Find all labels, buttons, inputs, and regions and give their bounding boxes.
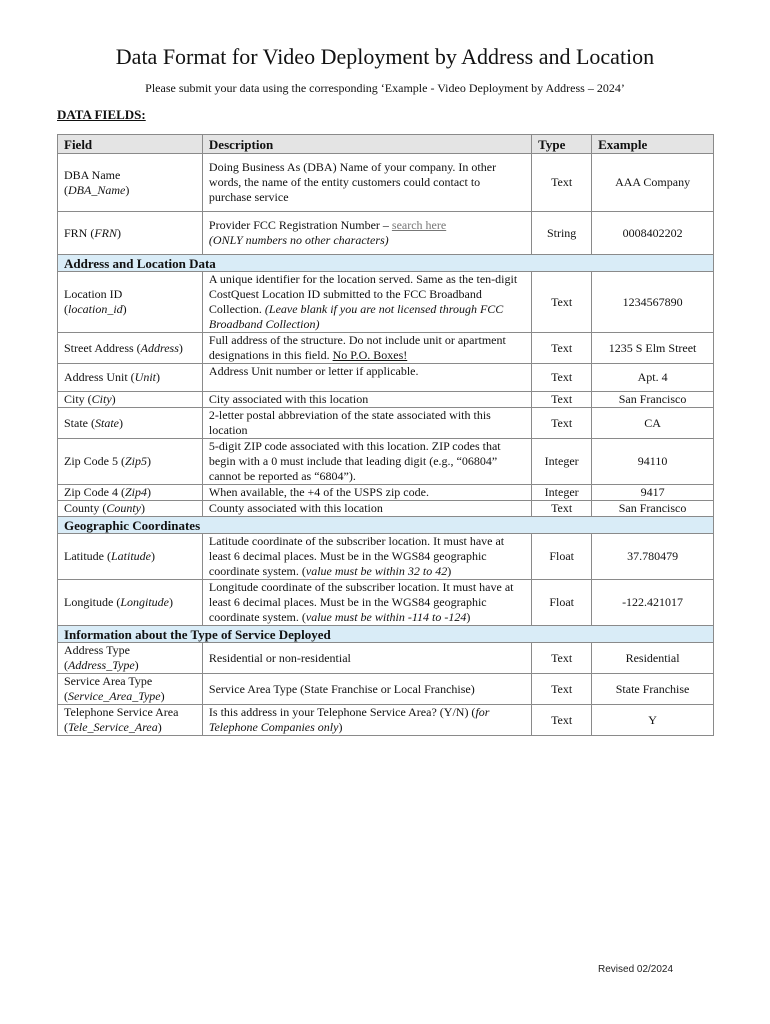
description-cell: City associated with this location xyxy=(202,392,531,408)
example-cell: 94110 xyxy=(592,439,714,485)
description-cell: County associated with this location xyxy=(202,501,531,517)
header-description: Description xyxy=(202,135,531,154)
example-cell: AAA Company xyxy=(592,154,714,212)
field-cell: Address Type (Address_Type) xyxy=(58,643,203,674)
example-cell: 9417 xyxy=(592,485,714,501)
description-cell: Residential or non-residential xyxy=(202,643,531,674)
example-cell: Apt. 4 xyxy=(592,364,714,392)
table-header-row xyxy=(58,135,714,154)
table-row xyxy=(58,501,714,517)
type-cell: Text xyxy=(532,705,592,736)
table-row xyxy=(58,364,714,392)
example-cell: 1234567890 xyxy=(592,272,714,333)
table-row xyxy=(58,272,714,333)
example-cell: State Franchise xyxy=(592,674,714,705)
type-cell: Text xyxy=(532,643,592,674)
description-cell: Doing Business As (DBA) Name of your company. In other words, the name of the entity customers could contact to purchase service xyxy=(202,154,531,212)
field-cell: FRN (FRN) xyxy=(58,212,203,255)
description-cell: Address Unit number or letter if applicable. xyxy=(202,364,531,392)
table-row xyxy=(58,580,714,626)
field-cell: Zip Code 4 (Zip4) xyxy=(58,485,203,501)
header-example: Example xyxy=(592,135,714,154)
page-subtitle: Please submit your data using the corresponding ‘Example - Video Deployment by Address – 2024’ xyxy=(145,81,625,95)
field-cell: Service Area Type (Service_Area_Type) xyxy=(58,674,203,705)
search-here-link[interactable]: search here xyxy=(391,218,447,232)
example-cell: 1235 S Elm Street xyxy=(592,333,714,364)
table-row xyxy=(58,154,714,212)
group-row-address-location xyxy=(58,255,714,272)
type-cell: Text xyxy=(532,408,592,439)
field-cell: Street Address (Address) xyxy=(58,333,203,364)
field-cell: State (State) xyxy=(58,408,203,439)
description-cell: Provider FCC Registration Number – search here (ONLY numbers no other characters) xyxy=(202,212,531,255)
field-cell: Longitude (Longitude) xyxy=(58,580,203,626)
field-cell: Address Unit (Unit) xyxy=(58,364,203,392)
description-cell: Longitude coordinate of the subscriber location. It must have at least 6 decimal places. Must be in the WGS84 geographic coordinate system. (value must be within -114 to -124) xyxy=(202,580,531,626)
field-cell: County (County) xyxy=(58,501,203,517)
description-cell: A unique identifier for the location served. Same as the ten-digit CostQuest Location ID submitted to the FCC Broadband Collection. (Leave blank if you are not licensed through FCC Broadband Collection) xyxy=(202,272,531,333)
table-row xyxy=(58,392,714,408)
example-cell: -122.421017 xyxy=(592,580,714,626)
description-cell: When available, the +4 of the USPS zip code. xyxy=(202,485,531,501)
header-type: Type xyxy=(532,135,592,154)
group-heading: Address and Location Data xyxy=(58,255,714,272)
table-row xyxy=(58,643,714,674)
page-title: Data Format for Video Deployment by Address and Location xyxy=(115,44,655,69)
field-cell: Location ID (location_id) xyxy=(58,272,203,333)
data-fields-table xyxy=(57,134,714,736)
example-cell: 0008402202 xyxy=(592,212,714,255)
example-cell: Y xyxy=(592,705,714,736)
type-cell: Text xyxy=(532,154,592,212)
table-row xyxy=(58,674,714,705)
type-cell: Float xyxy=(532,580,592,626)
group-row-service xyxy=(58,626,714,643)
example-cell: CA xyxy=(592,408,714,439)
type-cell: Integer xyxy=(532,439,592,485)
example-cell: San Francisco xyxy=(592,392,714,408)
field-cell: City (City) xyxy=(58,392,203,408)
table-row xyxy=(58,212,714,255)
description-cell: Is this address in your Telephone Service Area? (Y/N) (for Telephone Companies only) xyxy=(202,705,531,736)
type-cell: Text xyxy=(532,364,592,392)
table-row xyxy=(58,408,714,439)
description-cell: 5-digit ZIP code associated with this location. ZIP codes that begin with a 0 must include that leading digit (e.g., “06804” cannot be reported as “6804”). xyxy=(202,439,531,485)
example-cell: San Francisco xyxy=(592,501,714,517)
field-cell: Telephone Service Area (Tele_Service_Area) xyxy=(58,705,203,736)
group-heading: Information about the Type of Service Deployed xyxy=(58,626,714,643)
type-cell: String xyxy=(532,212,592,255)
field-cell: Zip Code 5 (Zip5) xyxy=(58,439,203,485)
group-row-geo xyxy=(58,517,714,534)
description-cell: Full address of the structure. Do not include unit or apartment designations in this field. No P.O. Boxes! xyxy=(202,333,531,364)
group-heading: Geographic Coordinates xyxy=(58,517,714,534)
description-cell: Service Area Type (State Franchise or Local Franchise) xyxy=(202,674,531,705)
table-row xyxy=(58,333,714,364)
type-cell: Text xyxy=(532,501,592,517)
field-cell: DBA Name (DBA_Name) xyxy=(58,154,203,212)
type-cell: Text xyxy=(532,392,592,408)
field-cell: Latitude (Latitude) xyxy=(58,534,203,580)
description-cell: Latitude coordinate of the subscriber location. It must have at least 6 decimal places. Must be in the WGS84 geographic coordinate system. (value must be within 32 to 42) xyxy=(202,534,531,580)
type-cell: Integer xyxy=(532,485,592,501)
table-row xyxy=(58,705,714,736)
section-heading: DATA FIELDS: xyxy=(57,107,146,122)
table-row xyxy=(58,439,714,485)
header-field: Field xyxy=(58,135,203,154)
type-cell: Text xyxy=(532,272,592,333)
example-cell: 37.780479 xyxy=(592,534,714,580)
type-cell: Text xyxy=(532,674,592,705)
table-row xyxy=(58,534,714,580)
type-cell: Text xyxy=(532,333,592,364)
description-cell: 2-letter postal abbreviation of the state associated with this location xyxy=(202,408,531,439)
type-cell: Float xyxy=(532,534,592,580)
table-row xyxy=(58,485,714,501)
example-cell: Residential xyxy=(592,643,714,674)
revision-footer: Revised 02/2024 xyxy=(598,964,674,975)
